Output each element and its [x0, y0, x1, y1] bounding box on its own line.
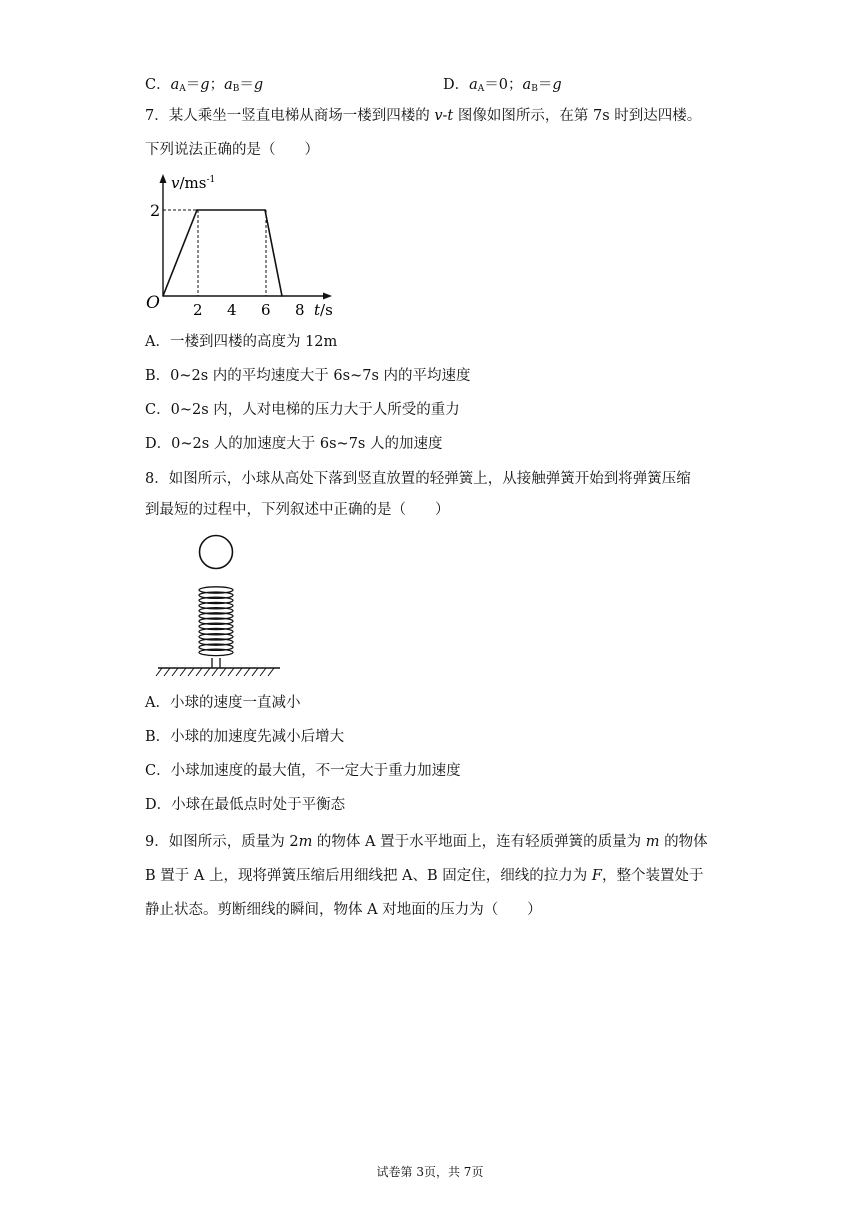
x-tick-6: 6: [261, 301, 271, 318]
y-axis-label: $v/ms^{-1}$: [171, 174, 216, 192]
spring-icon: [199, 587, 233, 656]
y-axis-arrow: [160, 174, 167, 183]
hatch-stroke: [236, 668, 242, 676]
hatch-stroke: [196, 668, 202, 676]
vt-data-point: [162, 295, 164, 297]
ground-hatching: [156, 668, 274, 676]
q6-option-c: C．$a_A=g$；$a_B=g$: [145, 77, 264, 94]
hatch-stroke: [204, 668, 210, 676]
hatch-stroke: [172, 668, 178, 676]
ball-spring-figure: [150, 530, 290, 685]
vt-graph: [140, 168, 340, 318]
q8-stem-line-2: 到最短的过程中，下列叙述中正确的是（ ）: [145, 502, 450, 518]
hatch-stroke: [156, 668, 162, 676]
x-tick-2: 2: [193, 301, 203, 318]
q6-options-row: [145, 73, 705, 93]
vt-data-point: [196, 209, 198, 211]
hatch-stroke: [188, 668, 194, 676]
q9-line-3: 静止状态。剪断细线的瞬间，物体 A 对地面的压力为（ ）: [145, 902, 542, 918]
vt-series-line: [163, 210, 282, 296]
ball-icon: [200, 536, 233, 569]
q8-option-a: A．小球的速度一直减小: [145, 695, 301, 711]
q7-option-d: D．0~2s 人的加速度大于 6s~7s 人的加速度: [145, 436, 443, 452]
q9-line-2: B 置于 A 上，现将弹簧压缩后用细线把 A、B 固定住，细线的拉力为 F，整个装置处于: [145, 868, 704, 884]
hatch-stroke: [180, 668, 186, 676]
x-axis-arrow: [323, 293, 332, 300]
q7-stem-line-1: 7．某人乘坐一竖直电梯从商场一楼到四楼的 v-t 图像如图所示，在第 7s 时到达四楼。: [145, 108, 702, 124]
q9-line-1: 9．如图所示，质量为 2m 的物体 A 置于水平地面上，连有轻质弹簧的质量为 m 的物体: [145, 834, 708, 850]
vt-data-point: [264, 209, 266, 211]
y-tick-2: 2: [150, 201, 161, 220]
q6-option-d: D．$a_A=0$；$a_B=g$: [443, 77, 562, 94]
hatch-stroke: [244, 668, 250, 676]
vt-data-point: [281, 295, 283, 297]
hatch-stroke: [228, 668, 234, 676]
x-axis-label: t/s: [314, 301, 333, 318]
hatch-stroke: [260, 668, 266, 676]
q8-option-b: B．小球的加速度先减小后增大: [145, 729, 345, 745]
x-tick-8: 8: [295, 301, 305, 318]
q7-stem-line-2: 下列说法正确的是（ ）: [145, 142, 319, 158]
page-footer: 试卷第 3页，共 7页: [376, 1165, 484, 1179]
q8-option-c: C．小球加速度的最大值，不一定大于重力加速度: [145, 763, 461, 779]
hatch-stroke: [252, 668, 258, 676]
hatch-stroke: [268, 668, 274, 676]
hatch-stroke: [164, 668, 170, 676]
hatch-stroke: [220, 668, 226, 676]
q7-option-c: C．0~2s 内，人对电梯的压力大于人所受的重力: [145, 402, 460, 418]
q8-stem-line-1: 8．如图所示，小球从高处下落到竖直放置的轻弹簧上，从接触弹簧开始到将弹簧压缩: [145, 471, 691, 487]
hatch-stroke: [212, 668, 218, 676]
q7-option-b: B．0~2s 内的平均速度大于 6s~7s 内的平均速度: [145, 368, 471, 384]
q8-option-d: D．小球在最低点时处于平衡态: [145, 797, 346, 813]
x-tick-4: 4: [227, 301, 237, 318]
q7-option-a: A．一楼到四楼的高度为 12m: [145, 334, 338, 350]
origin-label: O: [146, 293, 160, 313]
